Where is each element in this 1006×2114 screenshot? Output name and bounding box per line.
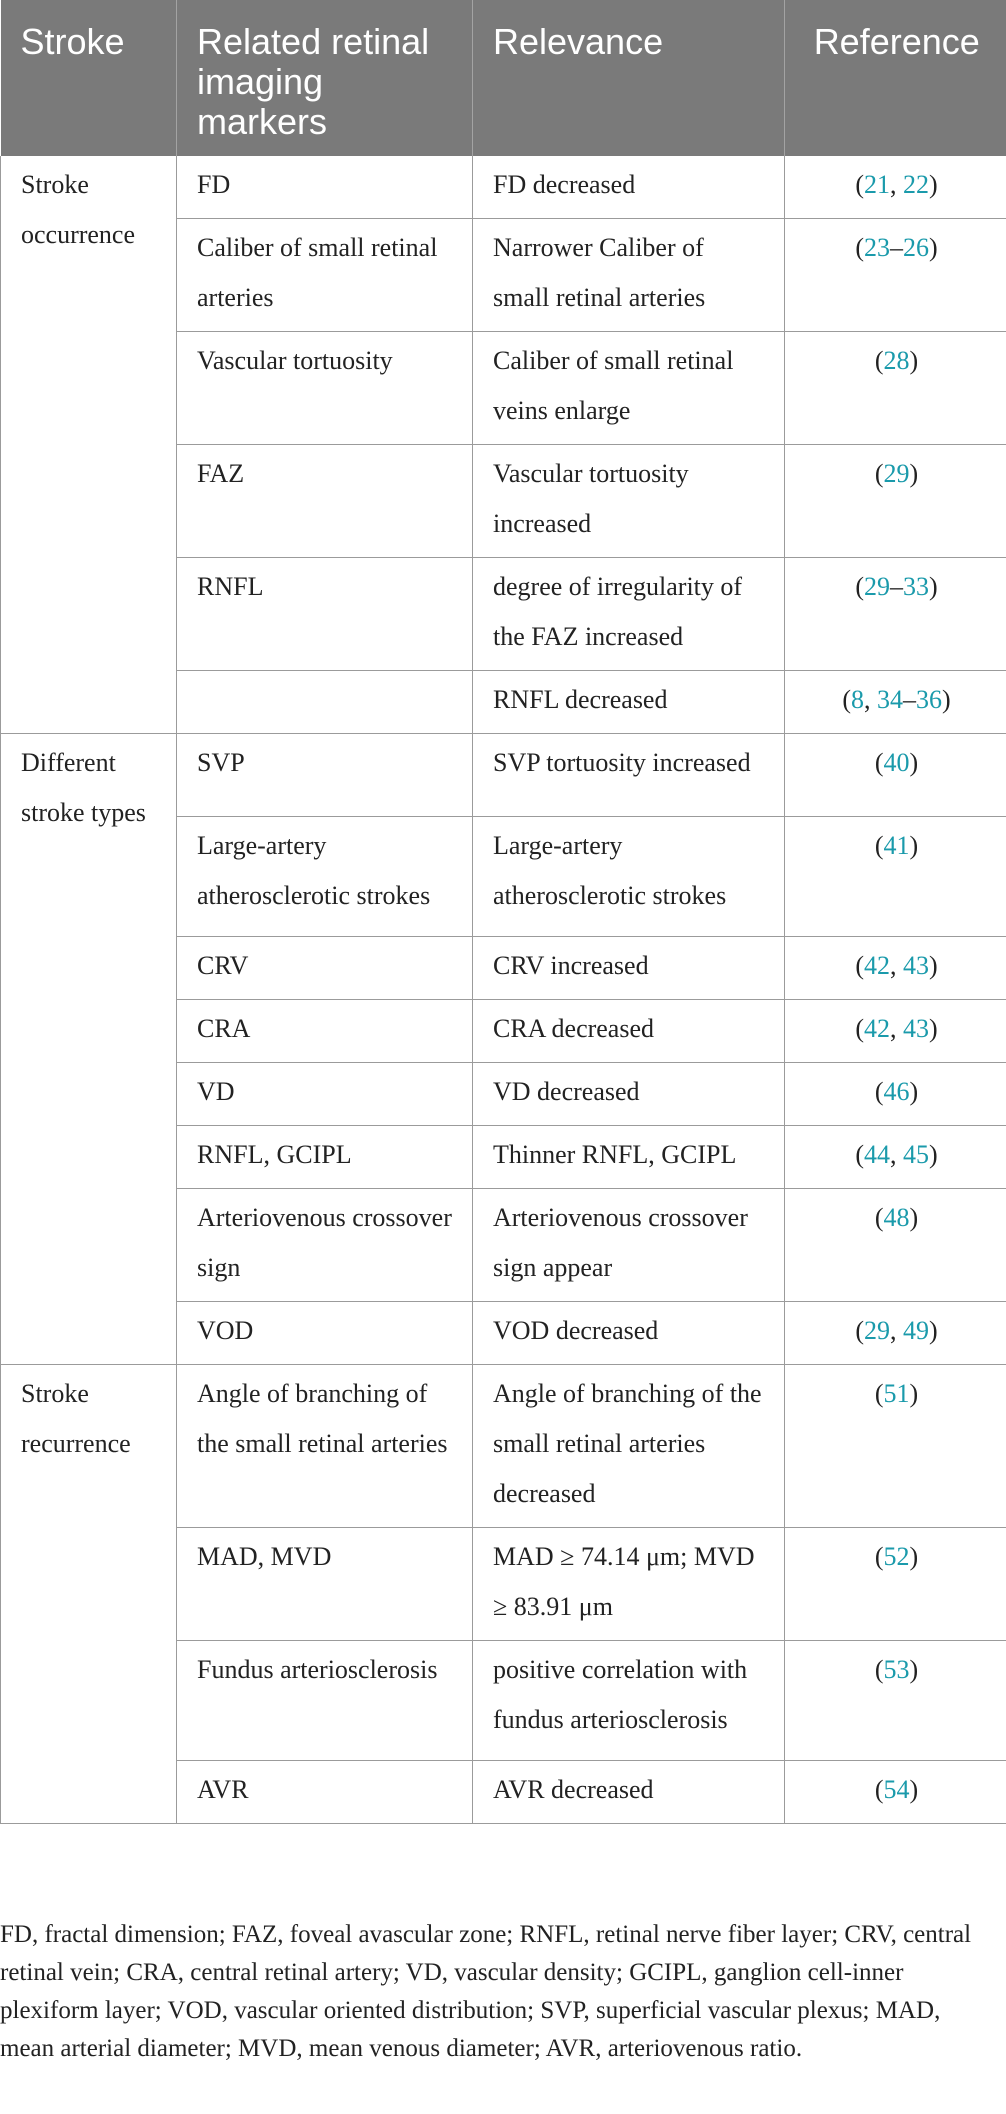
reference-cell: (29, 49) — [785, 1302, 1006, 1365]
reference-cell: (29) — [785, 445, 1006, 558]
reference-cell: (51) — [785, 1365, 1006, 1528]
citation-link[interactable]: 8 — [851, 685, 864, 714]
citation-link[interactable]: 22 — [903, 170, 929, 199]
citation-link[interactable]: 48 — [883, 1203, 910, 1232]
citation-link[interactable]: 52 — [883, 1542, 910, 1571]
citation-link[interactable]: 36 — [916, 685, 942, 714]
citation-link[interactable]: 40 — [883, 748, 910, 777]
marker-cell: VOD — [177, 1302, 473, 1365]
relevance-cell: degree of irregularity of the FAZ increased — [473, 558, 785, 671]
citation-separator: , — [890, 1316, 903, 1345]
citation-link[interactable]: 54 — [883, 1775, 910, 1804]
header-relevance: Relevance — [473, 0, 785, 156]
citation-link[interactable]: 28 — [883, 346, 910, 375]
marker-cell: Angle of branching of the small retinal arteries — [177, 1365, 473, 1528]
marker-cell: RNFL, GCIPL — [177, 1126, 473, 1189]
citation-link[interactable]: 44 — [864, 1140, 890, 1169]
header-row — [1, 0, 1006, 156]
citation-link[interactable]: 49 — [903, 1316, 929, 1345]
marker-cell: FD — [177, 156, 473, 219]
relevance-cell: CRA decreased — [473, 1000, 785, 1063]
relevance-cell: MAD ≥ 74.14 μm; MVD ≥ 83.91 μm — [473, 1528, 785, 1641]
relevance-cell: Caliber of small retinal veins enlarge — [473, 332, 785, 445]
relevance-cell: positive correlation with fundus arteriosclerosis — [473, 1641, 785, 1761]
citation-separator: , — [890, 1140, 903, 1169]
marker-cell: CRV — [177, 937, 473, 1000]
citation-separator: – — [903, 685, 916, 714]
relevance-cell: Narrower Caliber of small retinal arteries — [473, 219, 785, 332]
citation-link[interactable]: 23 — [864, 233, 890, 262]
reference-cell: (21, 22) — [785, 156, 1006, 219]
reference-cell: (28) — [785, 332, 1006, 445]
marker-cell: CRA — [177, 1000, 473, 1063]
marker-cell: Vascular tortuosity — [177, 332, 473, 445]
marker-cell: Large-artery atherosclerotic strokes — [177, 817, 473, 937]
reference-cell: (46) — [785, 1063, 1006, 1126]
citation-link[interactable]: 34 — [877, 685, 903, 714]
reference-cell: (48) — [785, 1189, 1006, 1302]
stroke-category: Stroke occurrence — [1, 156, 177, 734]
relevance-cell: Vascular tortuosity increased — [473, 445, 785, 558]
marker-cell: Caliber of small retinal arteries — [177, 219, 473, 332]
citation-link[interactable]: 53 — [883, 1655, 910, 1684]
table-row — [1, 156, 1006, 219]
header-reference: Reference — [785, 0, 1006, 156]
relevance-cell: FD decreased — [473, 156, 785, 219]
reference-cell: (8, 34–36) — [785, 671, 1006, 734]
reference-cell: (40) — [785, 734, 1006, 817]
header-markers: Related retinal imaging markers — [177, 0, 473, 156]
marker-cell: VD — [177, 1063, 473, 1126]
reference-cell: (42, 43) — [785, 937, 1006, 1000]
citation-link[interactable]: 42 — [864, 1014, 890, 1043]
reference-cell: (53) — [785, 1641, 1006, 1761]
citation-separator: , — [864, 685, 877, 714]
relevance-cell: VD decreased — [473, 1063, 785, 1126]
citation-separator: , — [890, 170, 903, 199]
relevance-cell: SVP tortuosity increased — [473, 734, 785, 817]
citation-link[interactable]: 29 — [883, 459, 910, 488]
marker-cell: Fundus arteriosclerosis — [177, 1641, 473, 1761]
reference-cell: (29–33) — [785, 558, 1006, 671]
citation-link[interactable]: 51 — [883, 1379, 910, 1408]
marker-cell: Arteriovenous crossover sign — [177, 1189, 473, 1302]
stroke-category: Different stroke types — [1, 734, 177, 1365]
relevance-cell: CRV increased — [473, 937, 785, 1000]
reference-cell: (54) — [785, 1761, 1006, 1824]
relevance-cell: Arteriovenous crossover sign appear — [473, 1189, 785, 1302]
reference-cell: (23–26) — [785, 219, 1006, 332]
table-footnote: FD, fractal dimension; FAZ, foveal avascular zone; RNFL, retinal nerve fiber layer; CRV, central retinal vein; CRA, central retinal artery; VD, vascular density; GCIPL, ganglion cell-inner plexiform layer; VOD, vascular oriented distribution; SVP, superficial vascular plexus; MAD, mean arterial diameter; MVD, mean venous diameter; AVR, arteriovenous ratio. — [0, 1921, 972, 2062]
marker-cell: FAZ — [177, 445, 473, 558]
reference-cell: (41) — [785, 817, 1006, 937]
table-row — [1, 734, 1006, 817]
table-header — [1, 0, 1006, 156]
citation-link[interactable]: 42 — [864, 951, 890, 980]
header-stroke: Stroke — [1, 0, 177, 156]
citation-link[interactable]: 33 — [903, 572, 929, 601]
relevance-cell: VOD decreased — [473, 1302, 785, 1365]
relevance-cell: Large-artery atherosclerotic strokes — [473, 817, 785, 937]
marker-cell: SVP — [177, 734, 473, 817]
marker-cell: RNFL — [177, 558, 473, 671]
reference-cell: (42, 43) — [785, 1000, 1006, 1063]
citation-link[interactable]: 45 — [903, 1140, 929, 1169]
stroke-category: Stroke recurrence — [1, 1365, 177, 1824]
relevance-cell: Thinner RNFL, GCIPL — [473, 1126, 785, 1189]
marker-cell — [177, 671, 473, 734]
citation-link[interactable]: 43 — [903, 951, 929, 980]
marker-cell: MAD, MVD — [177, 1528, 473, 1641]
citation-link[interactable]: 21 — [864, 170, 890, 199]
reference-cell: (52) — [785, 1528, 1006, 1641]
citation-separator: , — [890, 951, 903, 980]
relevance-cell: Angle of branching of the small retinal arteries decreased — [473, 1365, 785, 1528]
citation-link[interactable]: 46 — [883, 1077, 910, 1106]
table-body — [1, 156, 1006, 1824]
citation-separator: – — [890, 233, 903, 262]
citation-separator: – — [890, 572, 903, 601]
marker-cell: AVR — [177, 1761, 473, 1824]
citation-separator: , — [890, 1014, 903, 1043]
relevance-cell: RNFL decreased — [473, 671, 785, 734]
relevance-cell: AVR decreased — [473, 1761, 785, 1824]
citation-link[interactable]: 29 — [864, 1316, 890, 1345]
citation-link[interactable]: 29 — [864, 572, 890, 601]
table-row — [1, 1365, 1006, 1528]
citation-link[interactable]: 43 — [903, 1014, 929, 1043]
reference-cell: (44, 45) — [785, 1126, 1006, 1189]
citation-link[interactable]: 26 — [903, 233, 929, 262]
citation-link[interactable]: 41 — [883, 831, 910, 860]
